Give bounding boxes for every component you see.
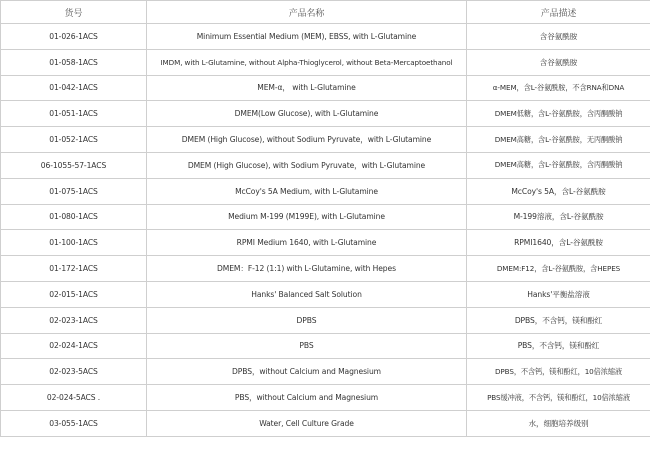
cell-catalog-number: 01-100-1ACS (1, 230, 147, 256)
cell-product-description: 含谷氨酰胺 (467, 49, 650, 75)
table-row (1, 410, 650, 436)
cell-product-name: DPBS (147, 307, 467, 333)
cell-catalog-number: 03-055-1ACS (1, 410, 147, 436)
cell-product-name: DMEM：F-12 (1:1) with L-Glutamine, with Hepes (147, 256, 467, 282)
cell-catalog-number: 01-075-1ACS (1, 178, 147, 204)
table-row (1, 24, 650, 50)
cell-product-description: DMEM:F12，含L-谷氨酰胺，含HEPES (467, 256, 650, 282)
header-product-description: 产品描述 (467, 1, 650, 24)
table-row (1, 333, 650, 359)
cell-product-description: Hanks'平衡盐溶液 (467, 281, 650, 307)
cell-product-name: Water, Cell Culture Grade (147, 410, 467, 436)
table-row (1, 127, 650, 153)
cell-product-description: McCoy's 5A，含L-谷氨酰胺 (467, 178, 650, 204)
table-row (1, 101, 650, 127)
cell-catalog-number: 06-1055-57-1ACS (1, 152, 147, 178)
header-catalog-number: 货号 (1, 1, 147, 24)
table-row (1, 178, 650, 204)
cell-product-description: DPBS，不含钙，镁和酚红，10倍浓缩液 (467, 359, 650, 385)
header-row (1, 1, 650, 24)
table-row (1, 204, 650, 230)
cell-product-name: IMDM, with L-Glutamine, without Alpha-Thioglycerol, without Beta-Mercaptoethanol (147, 49, 467, 75)
table-row (1, 75, 650, 101)
cell-product-name: RPMI Medium 1640, with L-Glutamine (147, 230, 467, 256)
table-row (1, 152, 650, 178)
cell-product-description: DMEM低糖，含L-谷氨酰胺，含丙酮酸钠 (467, 101, 650, 127)
cell-catalog-number: 01-042-1ACS (1, 75, 147, 101)
table-row (1, 307, 650, 333)
cell-product-description: PBS缓冲液，不含钙，镁和酚红，10倍浓缩液 (467, 385, 650, 411)
cell-product-name: DMEM (High Glucose), with Sodium Pyruvate，with L-Glutamine (147, 152, 467, 178)
cell-product-description: PBS，不含钙，镁和酚红 (467, 333, 650, 359)
header-product-name: 产品名称 (147, 1, 467, 24)
cell-product-name: PBS (147, 333, 467, 359)
cell-product-description: DMEM高糖，含L-谷氨酰胺，无丙酮酸钠 (467, 127, 650, 153)
cell-product-name: DMEM(Low Glucose), with L-Glutamine (147, 101, 467, 127)
cell-product-description: M-199溶液，含L-谷氨酰胺 (467, 204, 650, 230)
table-row (1, 281, 650, 307)
cell-product-description: 水，细胞培养级别 (467, 410, 650, 436)
cell-product-name: Medium M-199 (M199E), with L-Glutamine (147, 204, 467, 230)
cell-catalog-number: 02-024-5ACS . (1, 385, 147, 411)
cell-product-name: PBS，without Calcium and Magnesium (147, 385, 467, 411)
cell-catalog-number: 02-015-1ACS (1, 281, 147, 307)
cell-product-name: McCoy's 5A Medium, with L-Glutamine (147, 178, 467, 204)
cell-catalog-number: 01-052-1ACS (1, 127, 147, 153)
table-row (1, 49, 650, 75)
cell-product-name: MEM-α， with L-Glutamine (147, 75, 467, 101)
cell-product-description: 含谷氨酰胺 (467, 24, 650, 50)
cell-catalog-number: 01-026-1ACS (1, 24, 147, 50)
cell-product-name: DPBS，without Calcium and Magnesium (147, 359, 467, 385)
cell-product-description: RPMI1640，含L-谷氨酰胺 (467, 230, 650, 256)
table-row (1, 230, 650, 256)
cell-product-description: α-MEM，含L-谷氨酰胺，不含RNA和DNA (467, 75, 650, 101)
cell-catalog-number: 01-080-1ACS (1, 204, 147, 230)
cell-catalog-number: 01-172-1ACS (1, 256, 147, 282)
cell-catalog-number: 02-023-5ACS (1, 359, 147, 385)
cell-catalog-number: 01-051-1ACS (1, 101, 147, 127)
cell-catalog-number: 02-024-1ACS (1, 333, 147, 359)
cell-product-description: DMEM高糖，含L-谷氨酰胺，含丙酮酸钠 (467, 152, 650, 178)
table-row (1, 256, 650, 282)
table-row (1, 385, 650, 411)
cell-catalog-number: 02-023-1ACS (1, 307, 147, 333)
cell-product-name: DMEM (High Glucose), without Sodium Pyruvate，with L-Glutamine (147, 127, 467, 153)
cell-product-name: Minimum Essential Medium (MEM), EBSS, with L-Glutamine (147, 24, 467, 50)
cell-product-name: Hanks' Balanced Salt Solution (147, 281, 467, 307)
table-row (1, 359, 650, 385)
cell-catalog-number: 01-058-1ACS (1, 49, 147, 75)
cell-product-description: DPBS，不含钙，镁和酚红 (467, 307, 650, 333)
